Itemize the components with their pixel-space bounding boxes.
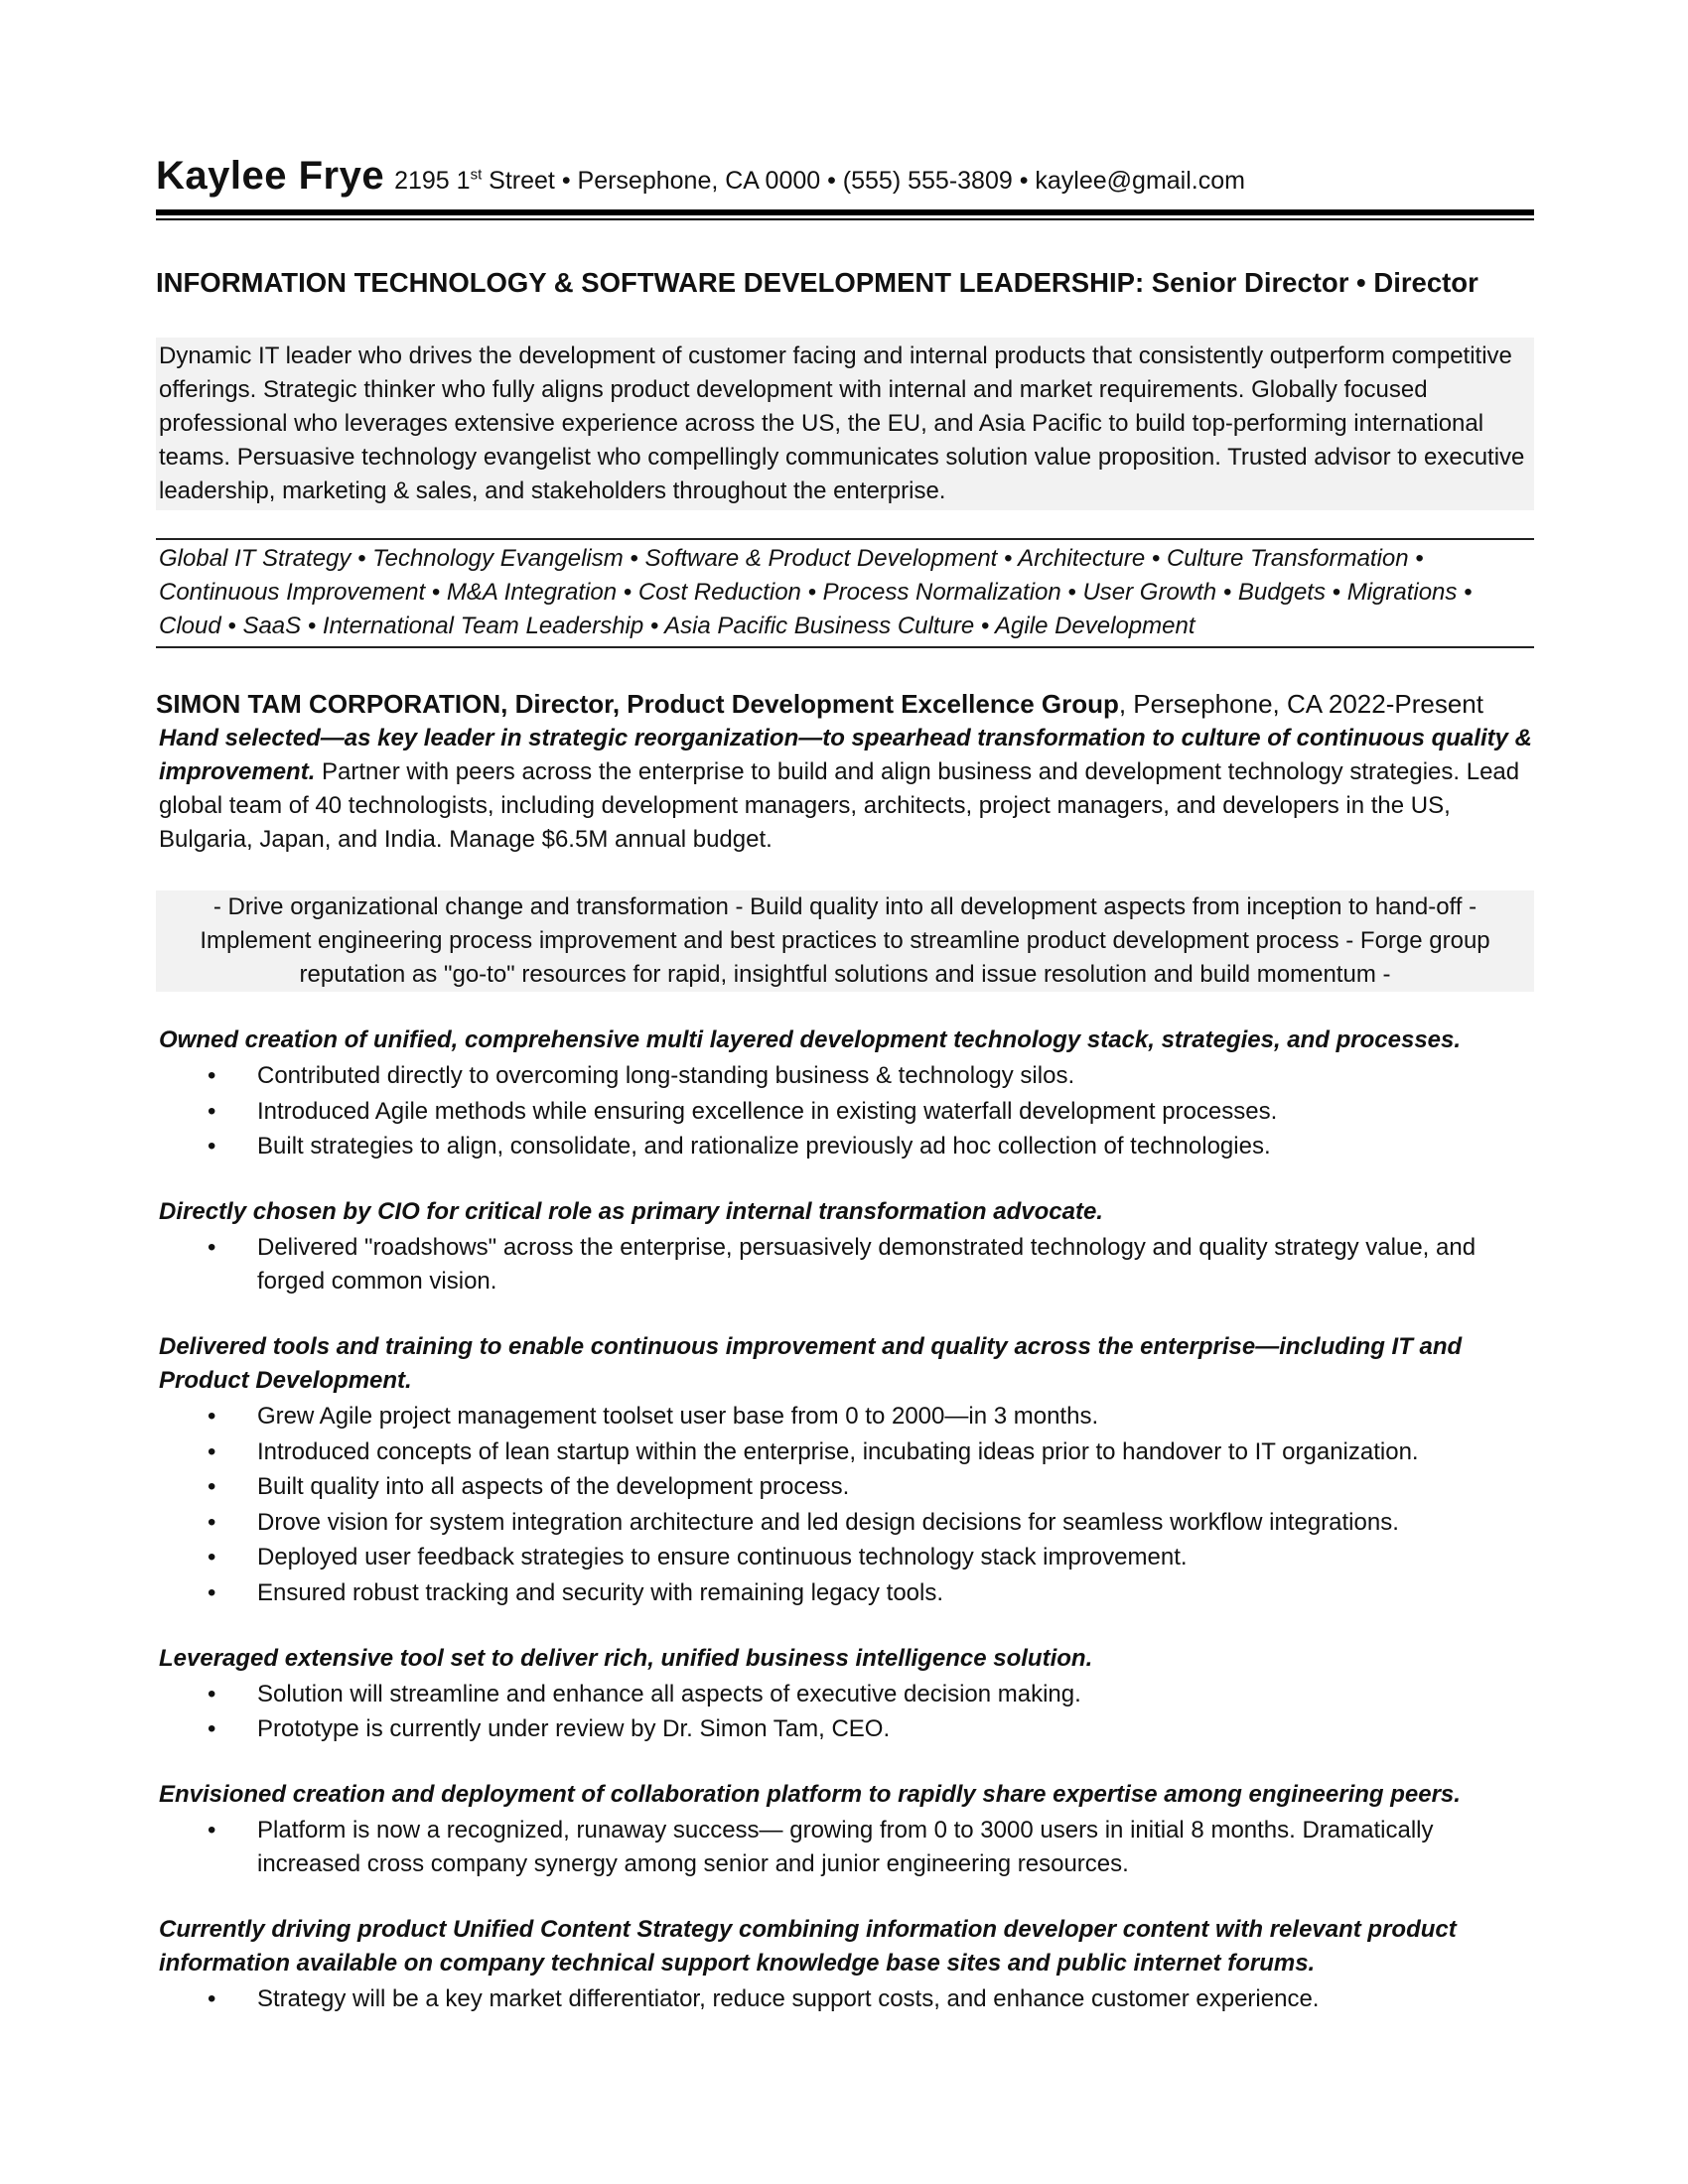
job-title-location-dates: , Persephone, CA 2022-Present bbox=[1118, 689, 1483, 719]
resume-page bbox=[156, 154, 1534, 2018]
bullet-icon: • bbox=[208, 1680, 216, 1707]
bullet-icon: • bbox=[208, 1578, 216, 1606]
job-title-line bbox=[156, 686, 1534, 722]
bullet-icon: • bbox=[208, 1403, 216, 1430]
achievement-block bbox=[156, 1195, 1534, 1298]
job-title-company: SIMON TAM CORPORATION, Director, Product Development Excellence Group bbox=[156, 689, 1119, 719]
bullet-text: Solution will streamline and enhance all aspects of executive decision making. bbox=[257, 1680, 1081, 1707]
bullet-icon: • bbox=[208, 1062, 216, 1089]
bullet-item bbox=[156, 1814, 1534, 1881]
bullet-icon: • bbox=[208, 1817, 216, 1843]
bullet-item bbox=[156, 1231, 1534, 1298]
bullet-text: Built strategies to align, consolidate, and rationalize previously ad hoc collection of technologies. bbox=[257, 1133, 1271, 1160]
bullet-icon: • bbox=[208, 1508, 216, 1536]
bullet-text: Drove vision for system integration architecture and led design decisions for seamless workflow integrations. bbox=[257, 1508, 1399, 1536]
bullet-item bbox=[156, 1712, 1534, 1746]
achievement-title: Directly chosen by CIO for critical role as primary internal transformation advocate. bbox=[159, 1198, 1103, 1225]
achievement-bullets bbox=[156, 1678, 1534, 1747]
address-superscript: st bbox=[470, 166, 483, 184]
bullet-icon: • bbox=[208, 1985, 216, 2012]
bullet-icon: • bbox=[208, 1544, 216, 1570]
bullet-item bbox=[156, 1678, 1534, 1711]
bullet-text: Built quality into all aspects of the development process. bbox=[257, 1473, 850, 1500]
achievement-block bbox=[156, 1913, 1534, 2016]
bullet-item bbox=[156, 1541, 1534, 1574]
bullet-icon: • bbox=[208, 1473, 216, 1500]
achievements-list bbox=[156, 1024, 1534, 2016]
header-rule-thin bbox=[156, 218, 1534, 220]
bullet-item bbox=[156, 1470, 1534, 1504]
contact-info bbox=[394, 164, 1245, 198]
achievement-title: Leveraged extensive tool set to deliver rich, unified business intelligence solution. bbox=[159, 1644, 1093, 1672]
professional-summary: Dynamic IT leader who drives the development of customer facing and internal products that consistently outperform competitive offerings. Strategic thinker who fully aligns product development with internal and market requirements. Globally focused professional who leverages extensive experience across the US, the EU, and Asia Pacific to build top-performing international teams. Persuasive technology evangelist who compellingly communicates solution value proposition. Trusted advisor to executive leadership, marketing & sales, and stakeholders throughout the enterprise. bbox=[156, 338, 1534, 510]
job-intro-body: Partner with peers across the enterprise to build and align business and development technology strategies. Lead global team of 40 technologists, including development managers, architects, project managers, and developers in the US, Bulgaria, Japan, and India. Manage $6.5M annual budget. bbox=[159, 758, 1520, 853]
achievement-bullets bbox=[156, 1231, 1534, 1298]
bullet-text: Ensured robust tracking and security with remaining legacy tools. bbox=[257, 1578, 944, 1606]
achievement-bullets bbox=[156, 1400, 1534, 1610]
achievement-title: Delivered tools and training to enable continuous improvement and quality across the enterprise—including IT and Product Development. bbox=[159, 1333, 1463, 1394]
job-intro bbox=[156, 722, 1534, 857]
bullet-item bbox=[156, 1130, 1534, 1163]
achievement-block bbox=[156, 1778, 1534, 1881]
bullet-text: Contributed directly to overcoming long-standing business & technology silos. bbox=[257, 1062, 1075, 1089]
achievement-bullets bbox=[156, 1059, 1534, 1163]
achievement-bullets bbox=[156, 1982, 1534, 2016]
bullet-text: Prototype is currently under review by Dr. Simon Tam, CEO. bbox=[257, 1715, 891, 1742]
bullet-item bbox=[156, 1095, 1534, 1129]
bullet-text: Grew Agile project management toolset user base from 0 to 2000—in 3 months. bbox=[257, 1403, 1099, 1430]
bullet-text: Introduced concepts of lean startup within the enterprise, incubating ideas prior to handover to IT organization. bbox=[257, 1437, 1419, 1465]
bullet-icon: • bbox=[208, 1437, 216, 1465]
achievement-block bbox=[156, 1330, 1534, 1610]
header-rule-thick bbox=[156, 209, 1534, 215]
bullet-item bbox=[156, 1576, 1534, 1610]
bullet-text: Introduced Agile methods while ensuring excellence in existing waterfall development processes. bbox=[257, 1097, 1278, 1125]
achievement-block bbox=[156, 1024, 1534, 1163]
bullet-item bbox=[156, 1059, 1534, 1093]
career-headline: INFORMATION TECHNOLOGY & SOFTWARE DEVELOPMENT LEADERSHIP: Senior Director • Director bbox=[156, 267, 1478, 298]
bullet-icon: • bbox=[208, 1234, 216, 1261]
bullet-icon: • bbox=[208, 1133, 216, 1160]
bullet-icon: • bbox=[208, 1715, 216, 1742]
bullet-text: Delivered "roadshows" across the enterprise, persuasively demonstrated technology and quality strategy value, and forged common vision. bbox=[257, 1234, 1477, 1295]
achievement-block bbox=[156, 1642, 1534, 1747]
bullet-text: Platform is now a recognized, runaway success— growing from 0 to 3000 users in initial 8 months. Dramatically increased cross company synergy among senior and junior engineering resources. bbox=[257, 1817, 1434, 1877]
bullet-item bbox=[156, 1506, 1534, 1540]
achievement-bullets bbox=[156, 1814, 1534, 1881]
candidate-name: Kaylee Frye bbox=[156, 154, 385, 198]
job-intro-lead: Hand selected—as key leader in strategic reorganization—to spearhead transformation to culture of continuous quality & improvement. bbox=[159, 725, 1532, 785]
job-highlights-banner: - Drive organizational change and transformation - Build quality into all development aspects from inception to hand-off - Implement engineering process improvement and best practices to streamline product development process - Forge group reputation as "go-to" resources for rapid, insightful solutions and issue resolution and build momentum - bbox=[156, 890, 1534, 992]
skills-list: Global IT Strategy • Technology Evangelism • Software & Product Development • Architecture • Culture Transformation • Continuous Improvement • M&A Integration • Cost Reduction • Process Normalization • User Growth • Budgets • Migrations • Cloud • SaaS • International Team Leadership • Asia Pacific Business Culture • Agile Development bbox=[156, 538, 1534, 648]
achievement-title: Envisioned creation and deployment of collaboration platform to rapidly share expertise among engineering peers. bbox=[159, 1781, 1461, 1808]
bullet-item bbox=[156, 1435, 1534, 1469]
bullet-text: Strategy will be a key market differentiator, reduce support costs, and enhance customer experience. bbox=[257, 1985, 1320, 2012]
address-rest: Street • Persephone, CA 0000 • (555) 555-3809 • kaylee@gmail.com bbox=[482, 167, 1245, 195]
bullet-icon: • bbox=[208, 1097, 216, 1125]
achievement-title: Currently driving product Unified Content Strategy combining information developer content with relevant product information available on company technical support knowledge base sites and public internet forums. bbox=[159, 1916, 1457, 1977]
bullet-text: Deployed user feedback strategies to ensure continuous technology stack improvement. bbox=[257, 1544, 1188, 1570]
achievement-title: Owned creation of unified, comprehensive multi layered development technology stack, strategies, and processes. bbox=[159, 1026, 1462, 1053]
address-prefix: 2195 1 bbox=[394, 167, 471, 195]
resume-header bbox=[156, 154, 1534, 198]
bullet-item bbox=[156, 1982, 1534, 2016]
bullet-item bbox=[156, 1400, 1534, 1433]
